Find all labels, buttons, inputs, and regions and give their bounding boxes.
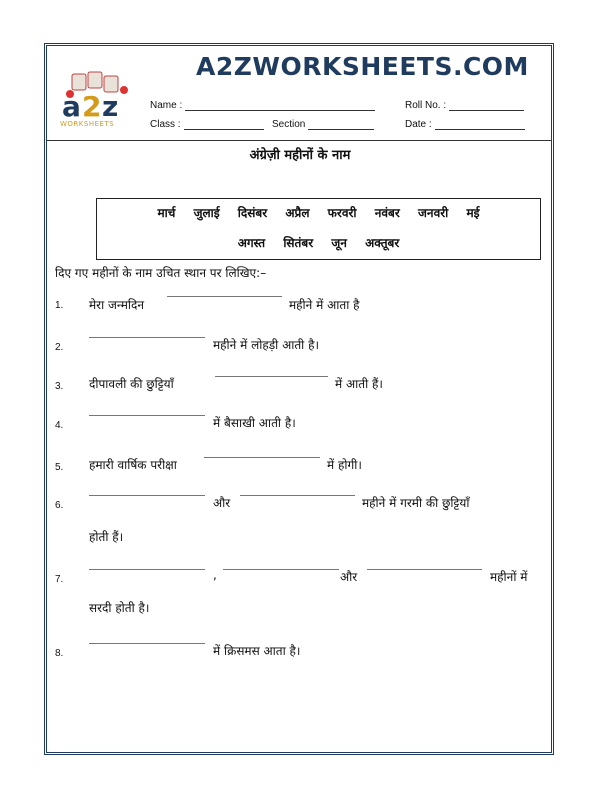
question-number: 6. [55,500,64,511]
answer-blank[interactable] [89,337,205,338]
word-item: जुलाई [193,206,220,220]
question-text: होती हैं। [89,530,124,544]
question-number: 7. [55,574,64,585]
question-text: मेरा जन्मदिन [89,298,145,312]
section-label: Section [272,119,306,130]
header-divider [47,140,551,141]
name-label: Name : [150,100,183,111]
question-text: दीपावली की छुट्टियाँ [89,377,174,391]
question-4 [55,412,545,452]
question-text: और [213,496,231,510]
a2z-logo [58,70,138,128]
word-item: फरवरी [327,206,357,220]
question-number: 8. [55,648,64,659]
section-field [272,119,374,130]
answer-blank[interactable] [89,495,205,496]
name-line [185,100,375,111]
class-field [150,119,264,130]
answer-blank[interactable] [89,569,205,570]
class-line [184,119,264,130]
question-number: 5. [55,462,64,473]
date-line [435,119,525,130]
word-bank-row-2 [97,234,540,251]
question-text: महीने में लोहड़ी आती है। [213,338,320,352]
roll-line [449,100,524,111]
site-title: A2ZWORKSHEETS.COM [196,52,529,81]
question-number: 2. [55,342,64,353]
answer-blank[interactable] [240,495,355,496]
svg-text:2: 2 [82,90,102,123]
question-7 [55,566,545,622]
question-1 [55,292,545,332]
svg-text:a: a [62,90,81,123]
svg-text:z: z [102,90,119,123]
question-number: 3. [55,381,64,392]
class-label: Class : [150,119,181,130]
question-3 [55,373,545,413]
question-text: सरदी होती है। [89,601,150,615]
question-5 [55,454,545,494]
answer-blank[interactable] [367,569,482,570]
roll-field [405,100,524,111]
word-item: जून [331,236,347,250]
name-field [150,100,375,111]
question-number: 4. [55,420,64,431]
word-item: अगस्त [237,236,266,250]
date-label: Date : [405,119,432,130]
roll-label: Roll No. : [405,100,447,111]
question-text: में आती हैं। [335,377,383,391]
question-text: हमारी वार्षिक परीक्षा [89,458,177,472]
question-text: और [340,570,358,584]
answer-blank[interactable] [89,415,205,416]
question-text: में क्रिसमस आता है। [213,644,301,658]
answer-blank[interactable] [215,376,328,377]
question-text: , [213,568,217,582]
question-number: 1. [55,300,64,311]
section-line [308,119,374,130]
word-bank [96,198,541,260]
word-item: अक्तूबर [365,236,400,250]
word-item: नवंबर [374,206,400,220]
word-item: मार्च [157,206,176,220]
answer-blank[interactable] [89,643,205,644]
worksheet-title: अंग्रेज़ी महीनों के नाम [249,148,351,163]
svg-text:WORKSHEETS: WORKSHEETS [60,120,115,128]
word-bank-row-1 [97,204,540,221]
word-item: जनवरी [418,206,449,220]
answer-blank[interactable] [223,569,339,570]
date-field [405,119,525,130]
instruction: दिए गए महीनों के नाम उचित स्थान पर लिखिए:– [55,266,267,280]
question-8 [55,640,545,680]
question-2 [55,334,545,374]
question-text: महीनों में [490,570,528,584]
answer-blank[interactable] [204,457,320,458]
answer-blank[interactable] [167,296,282,297]
word-item: मई [466,206,480,220]
word-item: दिसंबर [237,206,268,220]
word-item: सितंबर [283,236,314,250]
word-item: अप्रैल [285,206,310,220]
question-text: में बैसाखी आती है। [213,416,296,430]
question-6 [55,492,545,548]
question-text: महीने में गरमी की छुट्टियाँ [362,496,470,510]
question-text: महीने में आता है [289,298,360,312]
question-text: में होगी। [327,458,362,472]
